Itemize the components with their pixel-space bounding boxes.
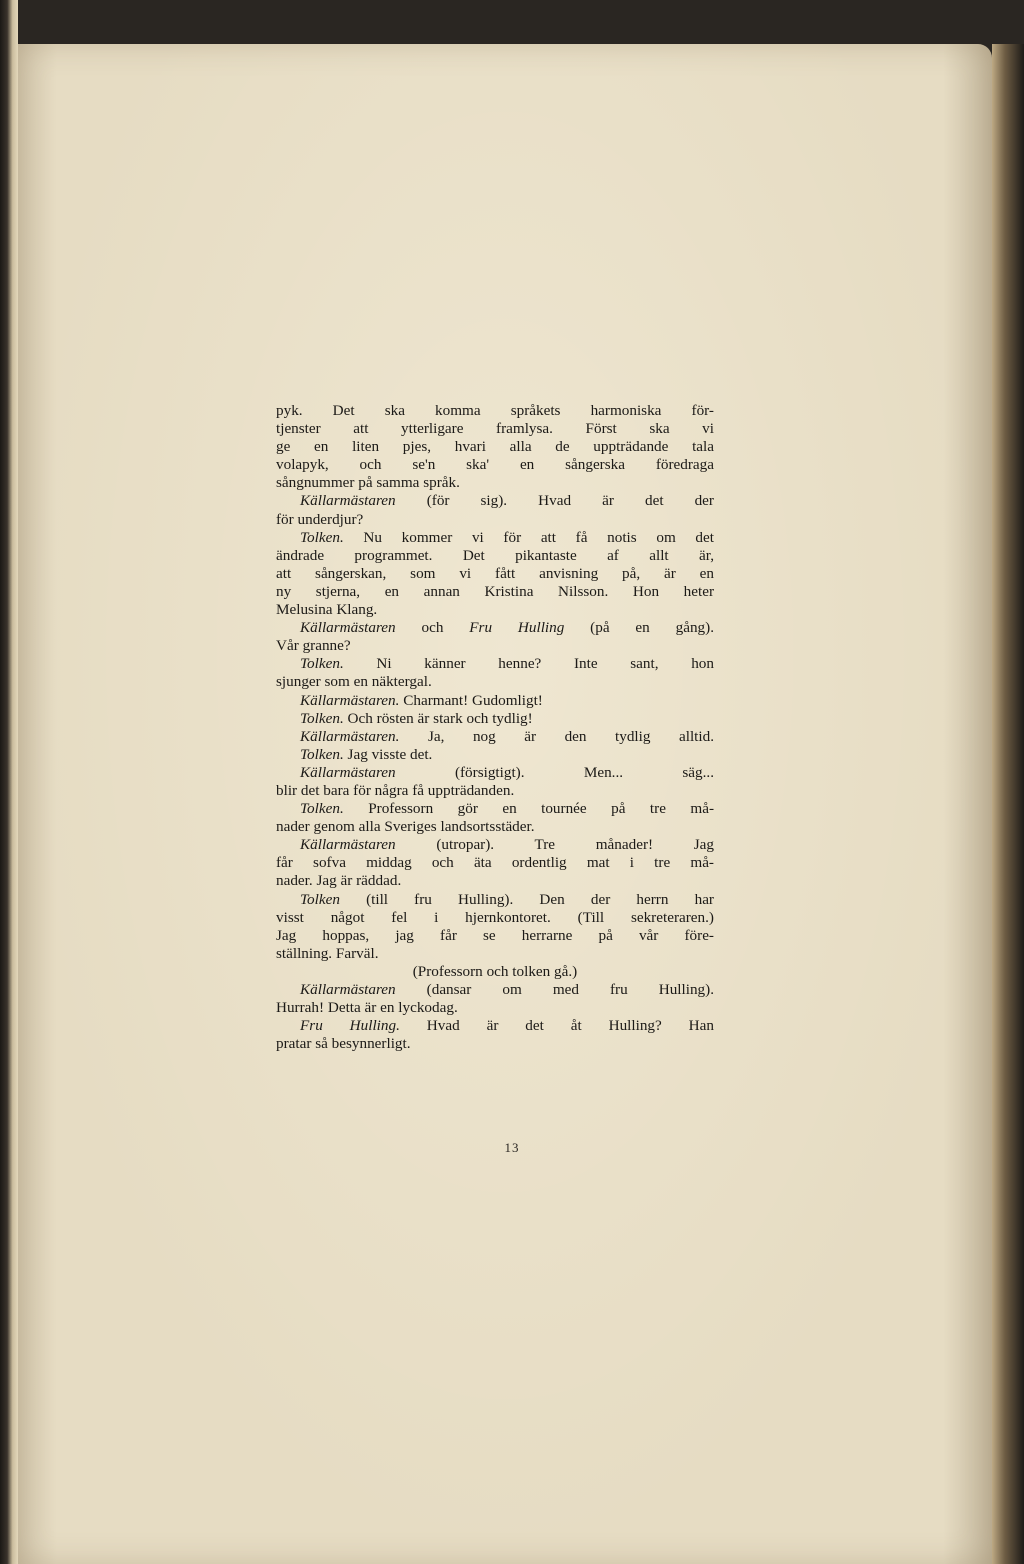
text-line <box>276 800 714 818</box>
line-text: pratar så besynnerligt. <box>276 1035 411 1053</box>
line-text: Nu kommer vi för att få notis om det <box>343 528 714 546</box>
text-line <box>276 547 714 565</box>
page-text-block <box>276 402 714 1053</box>
line-text: att sångerskan, som vi fått anvisning på, är en <box>276 564 714 582</box>
speaker-name: Källarmästaren <box>300 836 396 854</box>
line-text: Professorn gör en tournée på tre må- <box>343 800 714 818</box>
text-line <box>276 673 714 691</box>
line-text: nader genom alla Sveriges landsortsstäder. <box>276 818 535 836</box>
line-text: ställning. Farväl. <box>276 944 379 962</box>
line-text: visst något fel i hjernkontoret. (Till sekreteraren.) <box>276 908 714 926</box>
text-line <box>276 999 714 1017</box>
text-line <box>276 420 714 438</box>
text-line <box>276 529 714 547</box>
page-right-shadow <box>992 44 1024 1564</box>
speaker-name: Tolken. <box>300 528 344 546</box>
line-text: ge en liten pjes, hvari alla de uppträdande tala <box>276 438 714 456</box>
line-text: för underdjur? <box>276 510 364 528</box>
speaker-name: Källarmästaren <box>300 492 396 510</box>
line-text: sjunger som en näktergal. <box>276 673 432 691</box>
line-text: pyk. Det ska komma språkets harmoniska för- <box>276 402 714 419</box>
text-line <box>276 945 714 963</box>
speaker-name: Tolken. <box>300 745 344 763</box>
text-line <box>276 1017 714 1035</box>
adjacent-page-edge <box>0 0 18 1564</box>
line-text: tjenster att ytterligare framlysa. Först ska vi <box>276 420 714 438</box>
line-text: Jag visste det. <box>343 745 433 763</box>
speaker-name: Källarmästaren. <box>300 727 400 745</box>
text-line <box>276 511 714 529</box>
line-text: (dansar om med fru Hulling). <box>395 981 714 998</box>
line-text: (utropar). Tre månader! Jag <box>395 836 714 854</box>
line-text: Ni känner henne? Inte sant, hon <box>343 655 714 673</box>
speaker-name: Tolken. <box>300 655 344 673</box>
text-line <box>276 782 714 800</box>
text-line <box>276 764 714 782</box>
speaker-name: Källarmästaren <box>300 763 396 781</box>
text-line <box>276 746 714 764</box>
text-line <box>276 492 714 510</box>
text-line <box>276 637 714 655</box>
line-text: Charmant! Gudomligt! <box>399 691 543 709</box>
text-line <box>276 601 714 619</box>
text-line <box>276 854 714 872</box>
text-line <box>276 963 714 981</box>
text-line <box>276 1035 714 1053</box>
text-line <box>276 438 714 456</box>
line-text: Hvad är det åt Hulling? Han <box>399 1017 714 1035</box>
line-text: (för sig). Hvad är det der <box>395 492 714 510</box>
line-text: volapyk, och se'n ska' en sångerska föredraga <box>276 456 714 474</box>
line-text: Melusina Klang. <box>276 601 378 619</box>
line-text: Jag hoppas, jag får se herrarne på vår före- <box>276 926 714 944</box>
text-line <box>276 456 714 474</box>
speaker-name: Källarmästaren. <box>300 691 400 709</box>
speaker-name: Källarmästaren <box>300 619 396 637</box>
speaker-name: Källarmästaren <box>300 981 396 998</box>
text-line <box>276 891 714 909</box>
line-text: får sofva middag och äta ordentlig mat i tre må- <box>276 854 714 872</box>
line-text: ny stjerna, en annan Kristina Nilsson. Hon heter <box>276 582 714 600</box>
text-line <box>276 981 714 999</box>
text-line <box>276 565 714 583</box>
text-line <box>276 872 714 890</box>
line-text: nader. Jag är räddad. <box>276 872 402 890</box>
text-line <box>276 583 714 601</box>
text-line <box>276 402 714 420</box>
line-text: (till fru Hulling). Den der herrn har <box>339 890 714 908</box>
speaker-name: Tolken. <box>300 709 344 727</box>
text-line <box>276 818 714 836</box>
line-text: Hurrah! Detta är en lyckodag. <box>276 999 458 1017</box>
line-text: och <box>395 619 470 637</box>
line-text: (försigtigt). Men... säg... <box>395 763 714 781</box>
line-text: Vår granne? <box>276 637 351 655</box>
line-text: sångnummer på samma språk. <box>276 474 460 492</box>
line-text: Och rösten är stark och tydlig! <box>343 709 533 727</box>
line-text: ändrade programmet. Det pikantaste af allt är, <box>276 546 714 564</box>
text-line <box>276 909 714 927</box>
text-line <box>276 655 714 673</box>
line-text: Ja, nog är den tydlig alltid. <box>399 727 714 745</box>
text-line <box>276 927 714 945</box>
text-line <box>276 619 714 637</box>
text-line <box>276 692 714 710</box>
speaker-name: Tolken. <box>300 800 344 818</box>
text-line <box>276 710 714 728</box>
text-line <box>276 474 714 492</box>
text-line <box>276 728 714 746</box>
text-line <box>276 836 714 854</box>
line-text: (Professorn och tolken gå.) <box>412 962 578 980</box>
line-text: blir det bara för några få uppträdanden. <box>276 781 515 799</box>
page-number: 13 <box>504 1140 520 1155</box>
speaker-name: Fru Hulling. <box>300 1017 400 1035</box>
speaker-name: Fru Hulling <box>469 619 565 637</box>
line-text: (på en gång). <box>564 619 714 637</box>
speaker-name: Tolken <box>300 890 340 908</box>
